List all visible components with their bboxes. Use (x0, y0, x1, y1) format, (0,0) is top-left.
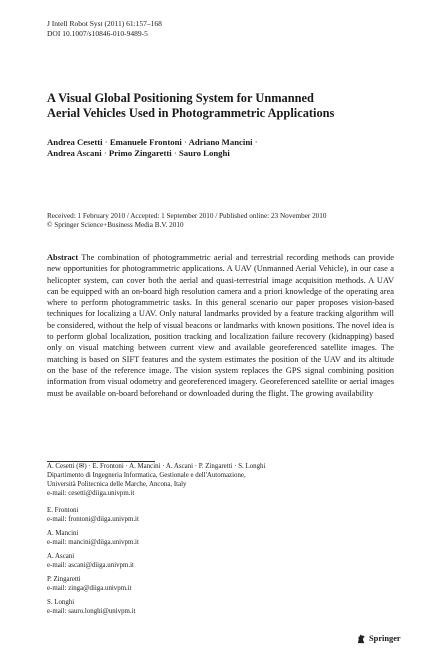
email-link[interactable]: e-mail: mancini@diiga.univpm.it (47, 538, 139, 546)
author-name: Andrea Ascani (47, 148, 102, 158)
contact-name: S. Longhi (47, 599, 75, 606)
author-separator: · (103, 148, 107, 158)
copyright-notice: © Springer Science+Business Media B.V. 2010 (47, 221, 184, 230)
contact-mancini (47, 530, 397, 548)
email-link[interactable]: e-mail: zinga@diiga.univpm.it (47, 584, 132, 592)
email-link[interactable]: e-mail: sauro.longhi@univpm.it (47, 607, 136, 615)
author-line-1 (47, 137, 407, 148)
author-separator: · (173, 148, 177, 158)
email-link[interactable]: e-mail: cesetti@diiga.univpm.it (47, 489, 135, 497)
author-separator: · (184, 137, 187, 147)
contact-name: P. Zingaretti (47, 576, 81, 583)
affiliation-university: Università Politecnica delle Marche, Ancona, Italy (47, 480, 187, 488)
contact-name: E. Frontoni (47, 507, 79, 514)
journal-citation: J Intell Robot Syst (2011) 61:157–168 (47, 19, 162, 28)
author-name: Primo Zingaretti (108, 148, 172, 158)
paper-title-line-2: Aerial Vehicles Used in Photogrammetric Applications (47, 106, 335, 120)
author-line-2 (47, 148, 407, 159)
affiliation-block (47, 463, 397, 499)
author-name: Emanuele Frontoni (109, 137, 182, 147)
contact-frontoni (47, 507, 397, 525)
contact-ascani (47, 553, 397, 571)
paper-title-line-1: A Visual Global Positioning System for Unmanned (47, 91, 314, 105)
footnote-divider (47, 461, 155, 462)
springer-horse-icon (356, 633, 367, 644)
author-list (47, 137, 407, 159)
journal-header (47, 19, 162, 38)
publisher-name: Springer (369, 633, 401, 643)
affiliation-department: Dipartimento di Ingegneria Informatica, Gestionale e dell'Automazione, (47, 471, 246, 479)
publisher-logo (356, 632, 401, 644)
journal-doi: DOI 10.1007/s10846-010-9489-5 (47, 28, 148, 38)
author-name: Adriano Mancini (188, 137, 253, 147)
email-link[interactable]: e-mail: ascani@diiga.univpm.it (47, 561, 134, 569)
abstract-label: Abstract (47, 253, 79, 262)
contact-name: A. Mancini (47, 530, 79, 537)
contact-zingaretti (47, 576, 397, 594)
contact-longhi (47, 599, 397, 617)
article-history (47, 212, 407, 231)
author-name: Andrea Cesetti (47, 137, 103, 147)
abstract (47, 252, 394, 399)
footnote-authors: A. Cesetti (✉) · E. Frontoni · A. Mancini · A. Ascani · P. Zingaretti · S. Longhi (47, 463, 266, 470)
author-separator: · (254, 137, 258, 147)
paper-title (47, 91, 407, 121)
author-separator: · (104, 137, 108, 147)
abstract-text: The combination of photogrammetric aerial and terrestrial recording methods can provide new opportunities for photogrammetric applications. A UAV (Unmanned Aerial Vehicle), in our case a helicopter system, can cover both the aerial and quasi-terrestrial image acquisition methods. A UAV can be equipped with an on-board high resolution camera and a priori knowledge of the operating area where to perform photogrammetric tasks. In this general scenario our paper proposes vision-based techniques for localizing a UAV. Only natural landmarks provided by a feature tracking algorithm will be considered, without the help of visual beacons or landmarks with known positions. The novel idea is to perform global localization, position tracking and localization failure recovery (kidnapping) based only on visual matching between current view and available georeferenced satellite images. The matching is based on SIFT features and the system estimates the position of the UAV and its altitude on the base of the reference image. The vision system replaces the GPS signal combining position information from visual odometry and georeferenced imagery. Georeferenced satellite or aerial images must be available on-board beforehand or downloaded during the flight. The growing availability (47, 253, 394, 398)
article-dates: Received: 1 February 2010 / Accepted: 1 September 2010 / Published online: 23 November 2010 (47, 212, 327, 220)
contact-name: A. Ascani (47, 553, 75, 560)
author-name: Sauro Longhi (178, 148, 230, 158)
email-link[interactable]: e-mail: frontoni@diiga.univpm.it (47, 515, 139, 523)
